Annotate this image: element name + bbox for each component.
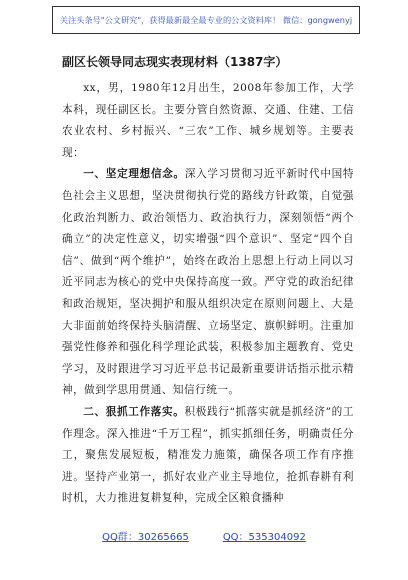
footer-contacts (0, 528, 408, 546)
header-banner (52, 6, 360, 34)
qq-contact-link[interactable]: QQ：535304092 (222, 532, 306, 543)
banner-text: 关注头条号"公文研究"，获得最新最全最专业的公文资料库！ 微信：gongwenyj (59, 14, 353, 25)
section-2-paragraph (62, 402, 354, 510)
qq-group-link[interactable]: QQ群：30265665 (102, 532, 189, 543)
section-1-body: 深入学习贯彻习近平新时代中国特色社会主义思想，坚决贯彻执行党的路线方针政策，自觉强化政治判断力、政治领悟力、政治执行力，深刻领悟“两个确立”的决定性意义，切实增强“四个意识”、坚定“四个自信”、做到“两个维护”，始终在政治上思想上行动上同以习近平同志为核心的党中央保持高度一致。严守党的政治纪律和政治规矩，坚决拥护和服从组织决定在原则问题上、大是大非面前始终保持头脑清醒、立场坚定、旗帜鲜明。注重加强党性修养和强化科学理论武装，积极参加主题教育、党史学习，及时跟进学习习近平总书记最新重要讲话指示批示精神，做到学思用贯通、知信行统一。 (62, 168, 355, 397)
section-2-body: 积极践行“抓落实就是抓经济”的工作理念。深入推进“千万工程”，抓实抓细任务，明确责任分工，聚焦发展短板，精准发力施策，确保各项工作有序推进。坚持产业第一，抓好农业产业主导地位，抢抓春耕有利时机，大力推进复耕复种，完成全区粮食播种 (62, 405, 354, 505)
intro-paragraph: xx，男，1980年12月出生，2008年参加工作，大学本科，现任副区长。主要分管自然资源、交通、住建、工信农业农村、乡村振兴、“三农”工作、城乡规划等。主要表现： (62, 82, 354, 159)
document-title: 副区长领导同志现实表现材料（1387字） (62, 55, 288, 69)
section-1-heading: 一、坚定理想信念。 (83, 168, 185, 181)
document-body (62, 52, 354, 510)
section-1-paragraph (62, 164, 354, 402)
section-2-heading: 二、狠抓工作落实。 (83, 405, 185, 418)
